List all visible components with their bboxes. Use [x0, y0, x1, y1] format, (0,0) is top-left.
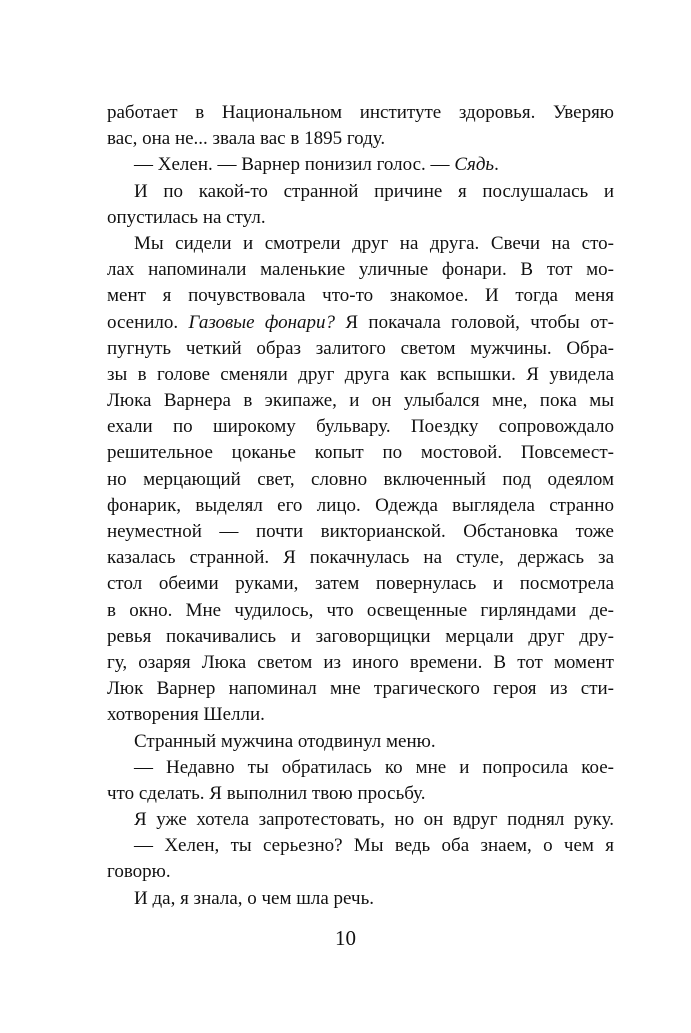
text-line: казалась странной. Я покачнулась на стуле, держась за	[107, 547, 614, 569]
text-line: Мы сидели и смотрели друг на друга. Свечи на сто-	[134, 232, 614, 254]
text-line: зы в голове сменяли друг друга как вспышки. Я увидела	[107, 363, 614, 385]
text-line: неуместной — почти викторианской. Обстановка тоже	[107, 521, 614, 542]
text-line: Странный мужчина отодвинул меню.	[134, 730, 436, 752]
text-line: хотворения Шелли.	[107, 704, 265, 726]
text-line: ревья покачивались и заговорщицки мерцали друг дру-	[107, 625, 614, 647]
text-line: опустилась на стул.	[107, 206, 266, 228]
text-line: фонарик, выделял его лицо. Одежда выглядела странно	[107, 494, 614, 516]
text-line: ехали по широкому бульвару. Поездку сопровождало	[107, 416, 614, 438]
text-line: стол обеими руками, затем повернулась и посмотрела	[107, 573, 614, 595]
text-line: осенило. Газовые фонари? Я покачала головой, чтобы от-	[107, 311, 615, 333]
text-line: работает в Национальном институте здоровья. Уверяю	[107, 102, 614, 123]
text-line: — Хелен. — Варнер понизил голос. — Сядь.	[134, 154, 499, 176]
text-line: мент я почувствовала что-то знакомое. И тогда меня	[107, 285, 614, 307]
text-line: решительное цоканье копыт по мостовой. Повсемест-	[107, 442, 614, 464]
page-number: 10	[335, 926, 356, 950]
text-line: в окно. Мне чудилось, что освещенные гирляндами де-	[107, 599, 614, 621]
text-line: лах напоминали маленькие уличные фонари. В тот мо-	[107, 259, 614, 281]
text-line: гу, озаряя Люка светом из иного времени. В тот момент	[107, 651, 614, 673]
text-line: говорю.	[107, 861, 171, 883]
text-line: вас, она не... звала вас в 1895 году.	[107, 128, 386, 150]
text-line: но мерцающий свет, словно включенный под одеялом	[107, 468, 614, 490]
text-line: Я уже хотела запротестовать, но он вдруг поднял руку.	[134, 809, 614, 831]
text-line: — Хелен, ты серьезно? Мы ведь оба знаем, о чем я	[134, 835, 614, 857]
text-line: пугнуть четкий образ залитого светом мужчины. Обра-	[107, 337, 614, 359]
text-line: Люк Варнер напоминал мне трагического героя из сти-	[107, 678, 614, 700]
text-line: что сделать. Я выполнил твою просьбу.	[107, 782, 426, 804]
text-line: И по какой-то странной причине я послушалась и	[134, 180, 614, 202]
text-line: И да, я знала, о чем шла речь.	[134, 887, 374, 909]
text-line: Люка Варнера в экипаже, и он улыбался мне, пока мы	[107, 390, 614, 412]
text-line: — Недавно ты обратилась ко мне и попросила кое-	[134, 756, 614, 778]
page-body	[107, 100, 614, 912]
